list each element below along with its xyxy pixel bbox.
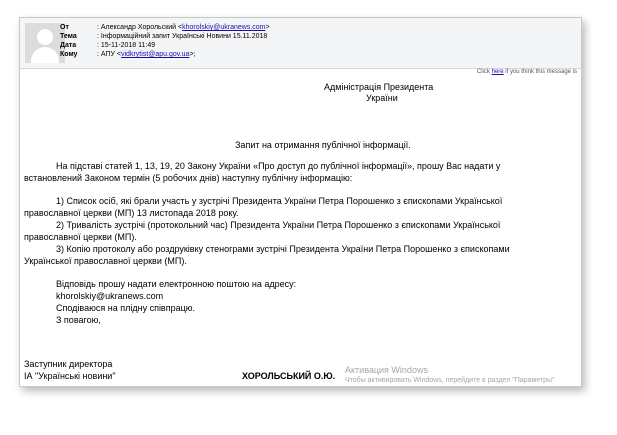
avatar-head-shape <box>37 29 53 45</box>
from-email-link[interactable]: khorolskiy@ukranews.com <box>182 24 266 31</box>
intro-line-2: встановлений Законом термін (5 робочих днів) наступну публічну інформацію: <box>24 173 353 183</box>
addressee-line-1: Адміністрація Президента <box>324 82 434 92</box>
subject-value: Інформаційний запит Українські Новини 15.11.2018 <box>100 33 268 40</box>
intro-line-1: На підставі статей 1, 13, 19, 20 Закону України «Про доступ до публічної інформації», прошу Вас надати у <box>56 161 501 171</box>
windows-activation-subtitle: Чтобы активировать Windows, перейдите в раздел "Параметры" <box>345 377 555 384</box>
phishing-notice <box>477 69 577 75</box>
sender-avatar <box>25 23 65 63</box>
from-row: От : Александр Хорольский <khorolskiy@ukranews.com> <box>60 24 270 31</box>
to-close: >; <box>189 51 196 58</box>
reply-email: khorolskiy@ukranews.com <box>56 291 164 301</box>
item-3-line-2: Української православної церкви (МП). <box>24 256 187 266</box>
date-row: Дата : 15-11-2018 11:49 <box>60 42 156 49</box>
to-name: АПУ < <box>100 51 121 58</box>
item-1-line-1: 1) Список осіб, які брали участь у зустрічі Президента України Петра Порошенко з єпископами Української <box>56 196 503 206</box>
hope-line: Сподіваюся на плідну співпрацю. <box>56 303 196 313</box>
position-line-2: ІА "Українські новини" <box>24 371 116 381</box>
addressee-line-2: України <box>366 93 398 103</box>
from-label: От <box>60 24 69 31</box>
item-3-line-1: 3) Копію протоколу або роздруківку стенограми зустрічі Президента України Петра Порошенко з єпископами <box>56 244 510 254</box>
windows-activation-title: Активация Windows <box>345 365 428 375</box>
subject-row: Тема : Інформаційний запит Українські Новини 15.11.2018 <box>60 33 268 40</box>
notice-here-link[interactable]: here <box>491 69 504 75</box>
item-2-line-2: православної церкви (МП). <box>24 232 137 242</box>
email-window <box>19 17 582 387</box>
notice-prefix: Click <box>476 69 492 75</box>
email-header <box>20 18 581 69</box>
item-2-line-1: 2) Тривалість зустрічі (протокольний час) Президента України Петра Порошенко з єпископами Української <box>56 220 501 230</box>
subject-label: Тема <box>60 33 77 40</box>
item-1-line-2: православної церкви (МП) 13 листопада 2018 року. <box>24 208 239 218</box>
notice-suffix: if you think this message is <box>503 69 577 75</box>
reply-request: Відповідь прошу надати електронною поштою на адресу: <box>56 279 297 289</box>
regards-line: З повагою, <box>56 315 101 325</box>
request-title: Запит на отримання публічної інформації. <box>235 140 411 150</box>
to-row: Кому : АПУ <vidkrytist@apu.gov.ua>; <box>60 51 196 58</box>
position-line-1: Заступник директора <box>24 359 113 369</box>
date-value: 15-11-2018 11:49 <box>100 42 156 49</box>
date-label: Дата <box>60 42 77 49</box>
avatar-body-shape <box>31 47 59 63</box>
from-name: Александр Хорольский < <box>100 24 183 31</box>
to-email-link[interactable]: vidkrytist@apu.gov.ua <box>121 51 190 58</box>
signature-name: ХОРОЛЬСЬКИЙ О.Ю. <box>242 371 336 381</box>
to-label: Кому <box>60 51 78 58</box>
from-close: > <box>265 24 270 31</box>
